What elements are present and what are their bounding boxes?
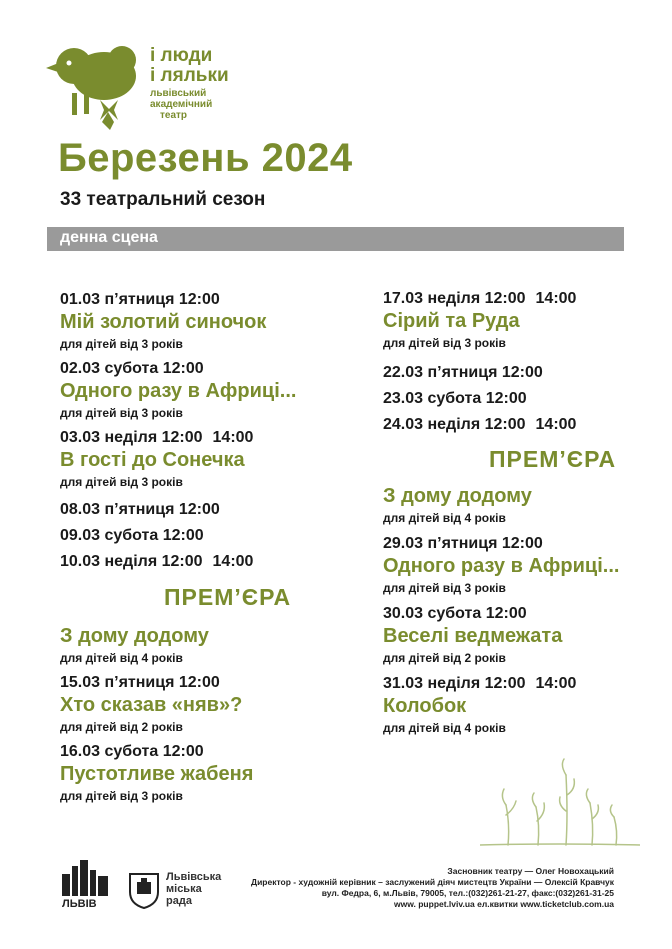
event-03-03 xyxy=(60,429,350,489)
age-note: для дітей від 4 років xyxy=(383,721,506,735)
footer-websites[interactable]: www. puppet.lviv.ua ел.квитки www.ticketclub.com.ua xyxy=(394,899,614,909)
age-note: для дітей від 3 років xyxy=(60,337,183,351)
event-date: 16.03 субота 12:00 xyxy=(60,743,204,760)
event-date-24-03 xyxy=(383,416,663,434)
show-title[interactable]: Мій золотий синочок xyxy=(60,311,267,333)
lviv-logo-text: ЛЬВІВ xyxy=(62,898,97,910)
event-date-text: 10.03 неділя 12:00 xyxy=(60,553,203,570)
rada-line-3: рада xyxy=(166,895,192,907)
age-note: для дітей від 4 років xyxy=(60,651,183,665)
age-note: для дітей від 3 років xyxy=(60,789,183,803)
schedule-left-column xyxy=(60,291,350,803)
brand-line-2: і ляльки xyxy=(150,65,229,86)
rada-line-1: Львівська xyxy=(166,871,222,883)
brand-line-4: академічний xyxy=(150,99,213,110)
event-date-text: 03.03 неділя 12:00 xyxy=(60,429,203,446)
stage-label: денна сцена xyxy=(60,229,158,246)
lviv-city-logo-icon xyxy=(60,856,112,910)
event-date-text: 31.03 неділя 12:00 xyxy=(383,675,526,692)
event-17-03 xyxy=(383,290,663,350)
event-date-text: 24.03 неділя 12:00 xyxy=(383,416,526,433)
footer-address: вул. Федра, 6, м.Львів, 79005, тел.:(032)261-21-27, факс:(032)261-31-25 xyxy=(321,888,614,898)
age-note: для дітей від 4 років xyxy=(383,511,506,525)
event-16-03 xyxy=(60,743,350,803)
event-date-09-03: 09.03 субота 12:00 xyxy=(60,527,204,544)
event-date-08-03: 08.03 п’ятниця 12:00 xyxy=(60,501,220,518)
event-date: 15.03 п’ятниця 12:00 xyxy=(60,674,220,691)
event-date-23-03: 23.03 субота 12:00 xyxy=(383,390,527,407)
footer-founder: Засновник театру — Олег Новохацький xyxy=(447,866,614,876)
event-02-03 xyxy=(60,360,350,420)
age-note: для дітей від 3 років xyxy=(383,581,506,595)
theatre-brand xyxy=(150,46,229,121)
show-title[interactable]: Веселі ведмежата xyxy=(383,625,563,647)
event-time-2: 14:00 xyxy=(535,290,577,307)
event-date: 02.03 субота 12:00 xyxy=(60,360,204,377)
show-title[interactable]: З дому додому xyxy=(60,625,209,647)
event-date xyxy=(383,290,663,308)
event-date: 29.03 п’ятниця 12:00 xyxy=(383,535,543,552)
brand-line-1: і люди xyxy=(150,45,213,66)
schedule-right-column xyxy=(383,290,663,735)
age-note: для дітей від 2 років xyxy=(60,720,183,734)
stage-bar xyxy=(47,227,624,251)
brand-line-3: львівський xyxy=(150,88,207,99)
theatre-logo-bird-icon xyxy=(44,38,144,134)
age-note: для дітей від 3 років xyxy=(383,336,506,350)
brand-line-5: театр xyxy=(160,110,188,121)
age-note: для дітей від 3 років xyxy=(60,406,183,420)
event-date xyxy=(60,429,350,447)
month-title: Березень 2024 xyxy=(58,136,353,180)
age-note: для дітей від 3 років xyxy=(60,475,183,489)
event-time-2: 14:00 xyxy=(212,553,254,570)
event-date: 01.03 п’ятниця 12:00 xyxy=(60,291,220,308)
event-30-03 xyxy=(383,605,663,665)
event-date: 30.03 субота 12:00 xyxy=(383,605,527,622)
event-time-2: 14:00 xyxy=(212,429,254,446)
event-date-10-03 xyxy=(60,553,350,571)
rada-line-2: міська xyxy=(166,883,202,895)
show-title[interactable]: Одного разу в Африці... xyxy=(383,555,620,577)
event-time-2: 14:00 xyxy=(535,675,577,692)
event-date-text: 17.03 неділя 12:00 xyxy=(383,290,526,307)
premiere-label: ПРЕМ’ЄРА xyxy=(164,584,292,610)
show-title[interactable]: З дому додому xyxy=(383,485,532,507)
sprouts-illustration-icon xyxy=(480,755,640,850)
event-date-22-03: 22.03 п’ятниця 12:00 xyxy=(383,364,543,381)
show-title[interactable]: Хто сказав «няв»? xyxy=(60,694,243,716)
show-title[interactable]: Одного разу в Африці... xyxy=(60,380,297,402)
show-title[interactable]: Сірий та Руда xyxy=(383,310,520,332)
event-premiere-right xyxy=(383,485,663,525)
event-29-03 xyxy=(383,535,663,595)
show-title[interactable]: В гості до Сонечка xyxy=(60,449,245,471)
show-title[interactable]: Колобок xyxy=(383,695,467,717)
show-title[interactable]: Пустотливе жабеня xyxy=(60,763,254,785)
city-council-crest-icon xyxy=(128,872,160,910)
age-note: для дітей від 2 років xyxy=(383,651,506,665)
event-time-2: 14:00 xyxy=(535,416,577,433)
event-premiere-left xyxy=(60,625,350,665)
footer-info xyxy=(194,866,614,910)
season-subtitle: 33 театральний сезон xyxy=(60,189,266,210)
event-date xyxy=(383,675,663,693)
event-15-03 xyxy=(60,674,350,734)
footer-director: Директор - художній керівник – заслужений діяч мистецтв України — Олексій Кравчук xyxy=(251,877,614,887)
premiere-label: ПРЕМ’ЄРА xyxy=(489,446,617,472)
event-31-03 xyxy=(383,675,663,735)
event-01-03 xyxy=(60,291,350,351)
